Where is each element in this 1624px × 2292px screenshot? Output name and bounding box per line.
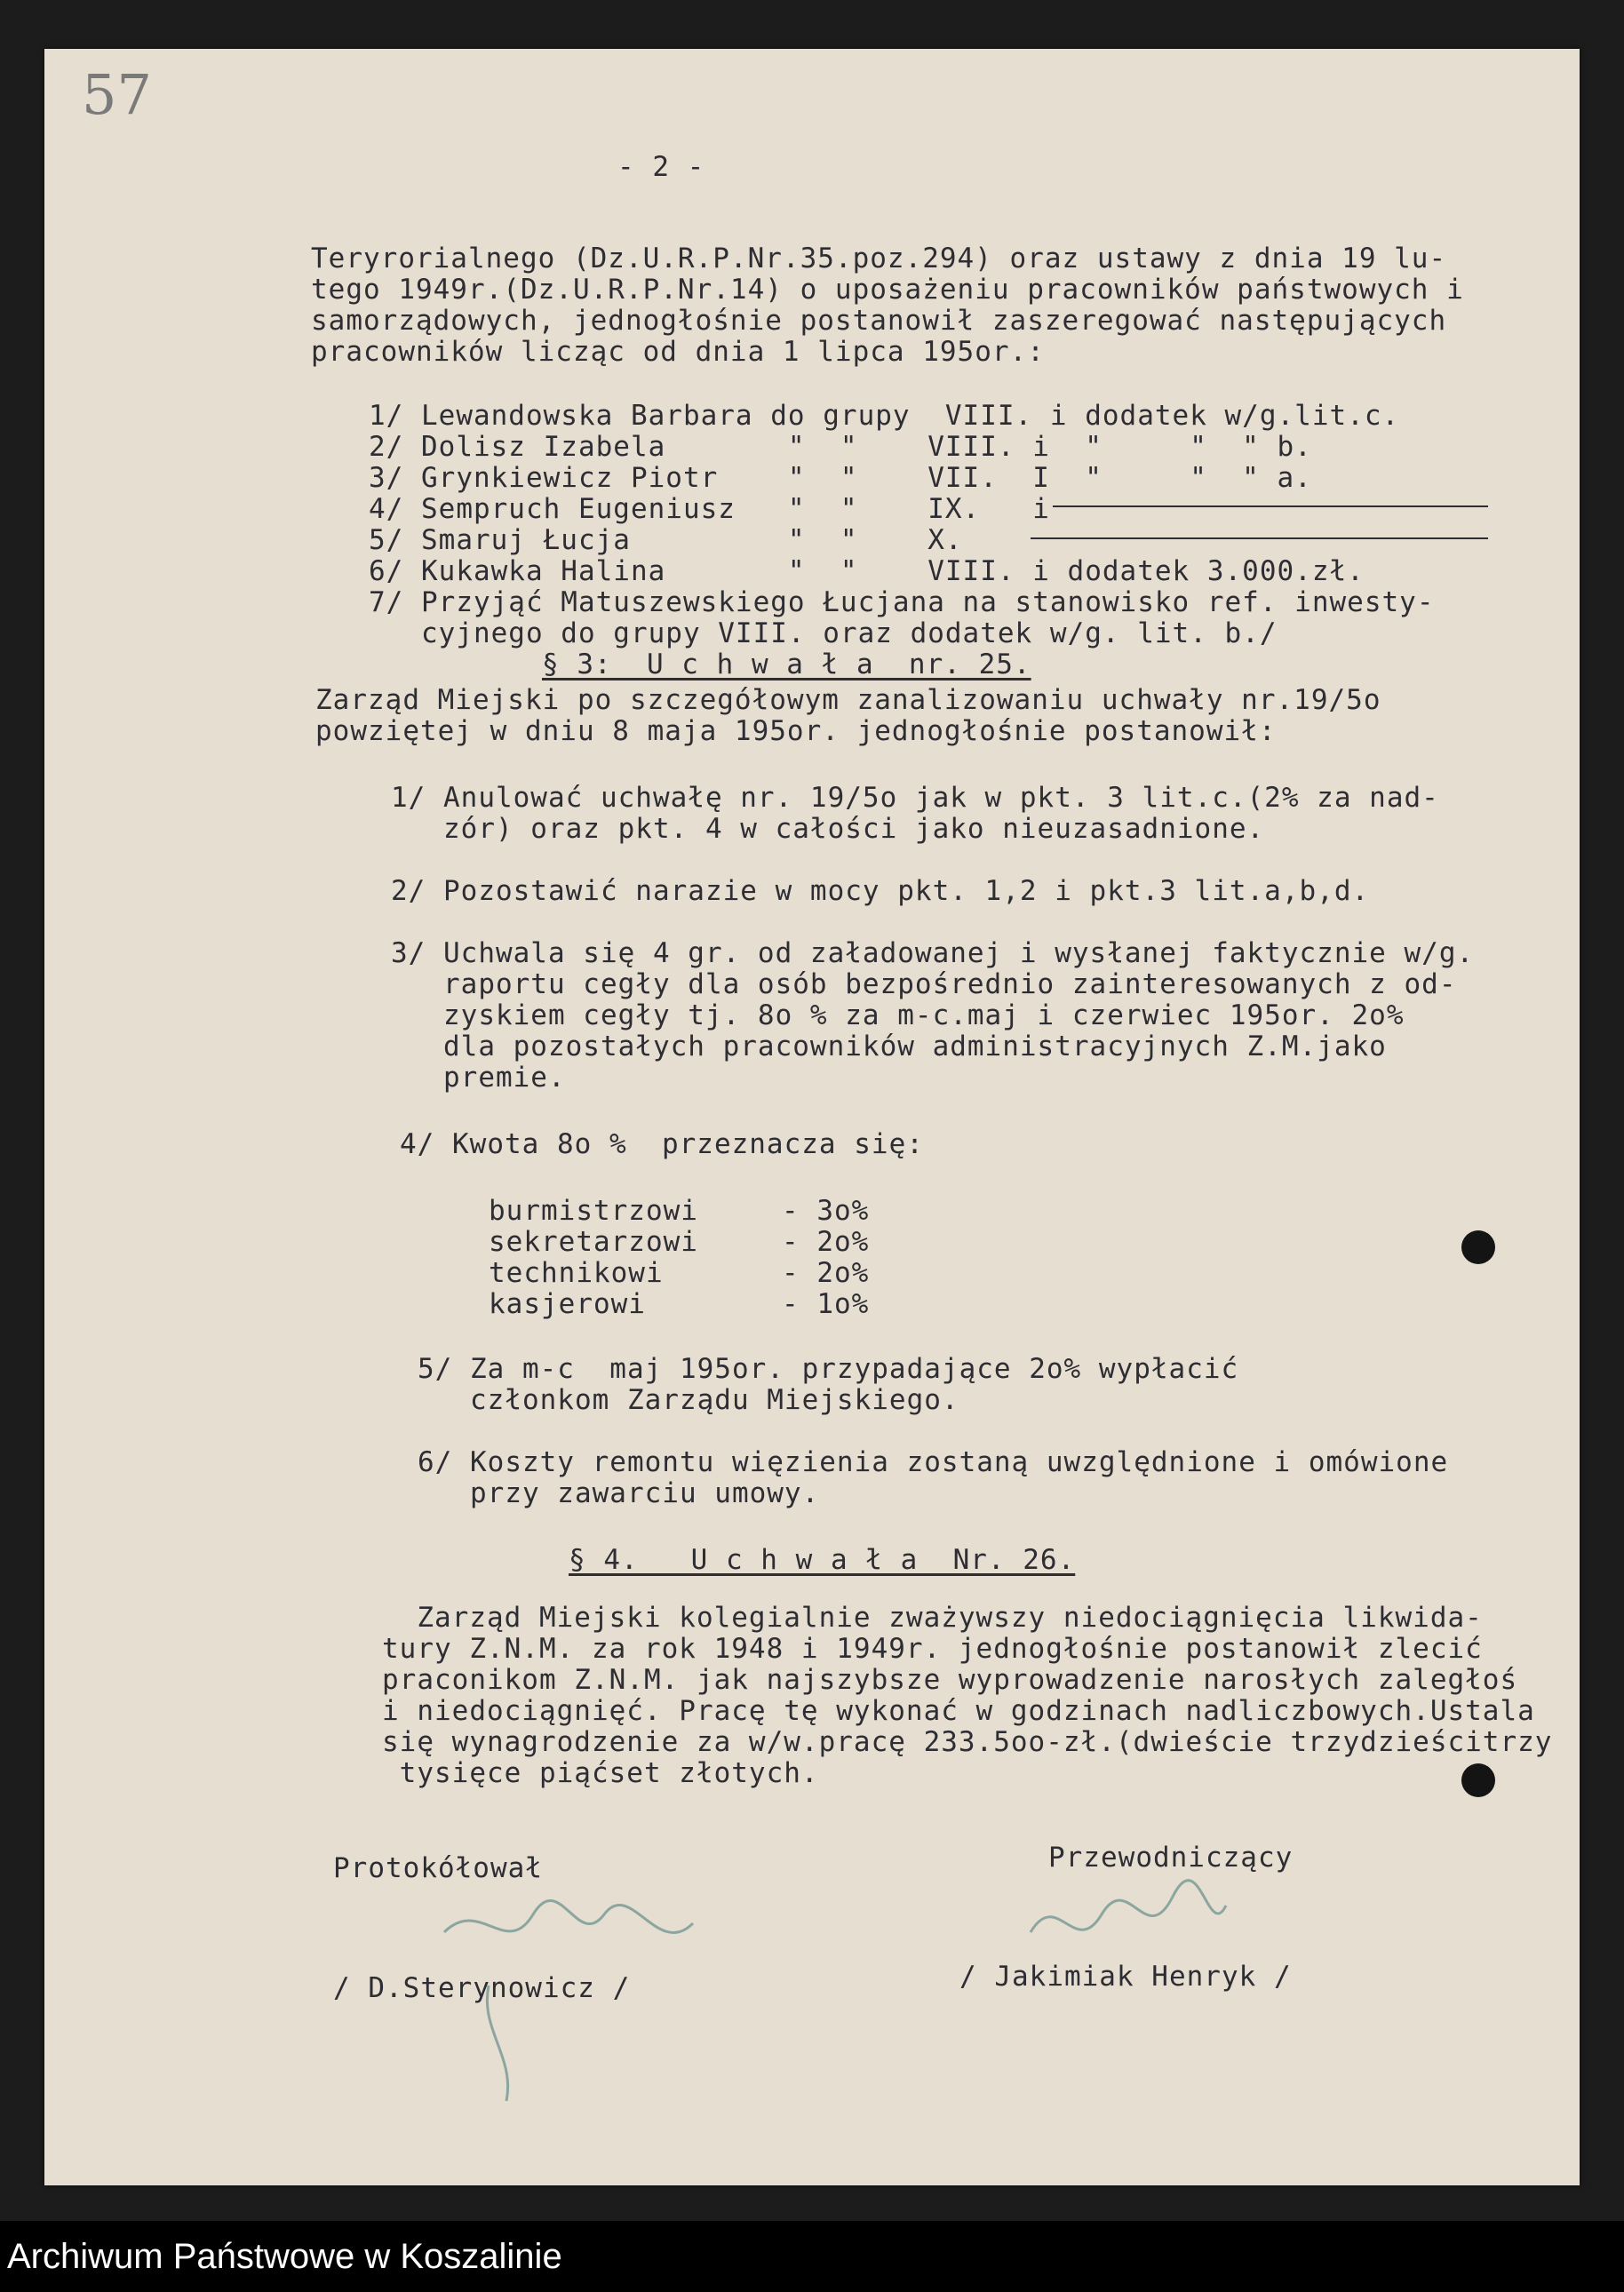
role-label: kasjerowi [489, 1288, 646, 1320]
list-item: 1/ Lewandowska Barbara do grupy VIII. i dodatek w/g.lit.c. [369, 400, 1400, 432]
share-value: - 2o% [782, 1257, 870, 1289]
signer-left-title: Protokółował [333, 1852, 543, 1884]
text-line: 1/ Anulować uchwałę nr. 19/5o jak w pkt. 3 lit.c.(2% za nad- [391, 782, 1439, 814]
punch-hole [1461, 1230, 1495, 1264]
share-value: - 3o% [782, 1195, 870, 1227]
text-line: premie. [391, 1062, 566, 1094]
list-item: 2/ Dolisz Izabela " " VIII. i " " " b. [369, 431, 1312, 463]
list-item: 3/ Grynkiewicz Piotr " " VII. I " " " a. [369, 462, 1312, 494]
punch-hole [1461, 1763, 1495, 1797]
handwritten-signature-right [1013, 1870, 1244, 1977]
text-line: Zarząd Miejski kolegialnie zważywszy niedociągnięcia likwida- [382, 1602, 1483, 1634]
text-line: członkom Zarządu Miejskiego. [418, 1384, 959, 1416]
archive-label: Archiwum Państwowe w Koszalinie [7, 2237, 562, 2276]
text-line: praconikom Z.N.M. jak najszybsze wyprowadzenie narosłych zaległoś [382, 1664, 1518, 1696]
text-line: tego 1949r.(Dz.U.R.P.Nr.14) o uposażeniu pracowników państwowych i [311, 274, 1464, 306]
role-label: burmistrzowi [489, 1195, 698, 1227]
section3-heading: § 3: U c h w a ł a nr. 25. [542, 649, 1031, 680]
text-line: 3/ Uchwala się 4 gr. od załadowanej i wysłanej faktycznie w/g. [391, 937, 1475, 969]
signer-right-name: / Jakimiak Henryk / [959, 1961, 1292, 1993]
handwritten-signature-left [426, 1879, 720, 2119]
text-line: tysięce piąćset złotych. [382, 1757, 819, 1789]
section4-heading: § 4. U c h w a ł a Nr. 26. [569, 1544, 1076, 1576]
text-line: samorządowych, jednogłośnie postanowił zaszeregować następujących [311, 305, 1447, 337]
list-item: 7/ Przyjąć Matuszewskiego Łucjana na stanowisko ref. inwesty- [369, 586, 1435, 618]
list-item: 6/ Kukawka Halina " " VIII. i dodatek 3.000.zł. [369, 555, 1365, 587]
text-line: tury Z.N.M. za rok 1948 i 1949r. jednogłośnie postanowił zlecić [382, 1633, 1483, 1665]
role-label: sekretarzowi [489, 1226, 698, 1258]
text-line: dla pozostałych pracowników administracyjnych Z.M.jako [391, 1031, 1387, 1062]
text-line: powziętej w dniu 8 maja 195or. jednogłośnie postanowił: [315, 715, 1277, 747]
list-item: 4/ Sempruch Eugeniusz " " IX. i [369, 493, 1050, 525]
list-item: 5/ Smaruj Łucja " " X. [369, 524, 963, 556]
signer-left-name: / D.Sterynowicz / [333, 1972, 631, 2004]
list-item: cyjnego do grupy VIII. oraz dodatek w/g. lit. b./ [369, 617, 1278, 649]
page-number: - 2 - [617, 151, 705, 183]
text-line: i niedociągnięć. Pracę tę wykonać w godzinach nadliczbowych.Ustala [382, 1695, 1535, 1727]
text-line: się wynagrodzenie za w/w.pracę 233.5oo-zł.(dwieście trzydzieścitrzy [382, 1726, 1553, 1758]
text-line: raportu cegły dla osób bezpośrednio zainteresowanych z od- [391, 968, 1457, 1000]
text-line: Teryrorialnego (Dz.U.R.P.Nr.35.poz.294) oraz ustawy z dnia 19 lu- [311, 243, 1447, 275]
dash-line [1053, 505, 1488, 507]
section3-item-4: 4/ Kwota 8o % przeznacza się: [400, 1128, 924, 1160]
folio-number: 57 [82, 62, 152, 127]
text-line: 5/ Za m-c maj 195or. przypadające 2o% wypłacić [418, 1353, 1239, 1385]
share-value: - 1o% [782, 1288, 870, 1320]
text-line: zyskiem cegły tj. 8o % za m-c.maj i czerwiec 195or. 2o% [391, 999, 1405, 1031]
role-label: technikowi [489, 1257, 664, 1289]
text-line: pracowników licząc od dnia 1 lipca 195or.: [311, 336, 1045, 368]
text-line: zór) oraz pkt. 4 w całości jako nieuzasadnione. [391, 813, 1265, 845]
text-line: Zarząd Miejski po szczegółowym zanalizowaniu uchwały nr.19/5o [315, 684, 1381, 716]
text-line: przy zawarciu umowy. [418, 1477, 820, 1509]
document-page [44, 49, 1580, 2185]
archive-footer [0, 2221, 1624, 2292]
section3-item-2: 2/ Pozostawić narazie w mocy pkt. 1,2 i pkt.3 lit.a,b,d. [391, 875, 1370, 907]
share-value: - 2o% [782, 1226, 870, 1258]
dash-line [1031, 537, 1488, 539]
signer-right-title: Przewodniczący [1048, 1842, 1294, 1874]
text-line: 6/ Koszty remontu więzienia zostaną uwzględnione i omówione [418, 1446, 1449, 1478]
